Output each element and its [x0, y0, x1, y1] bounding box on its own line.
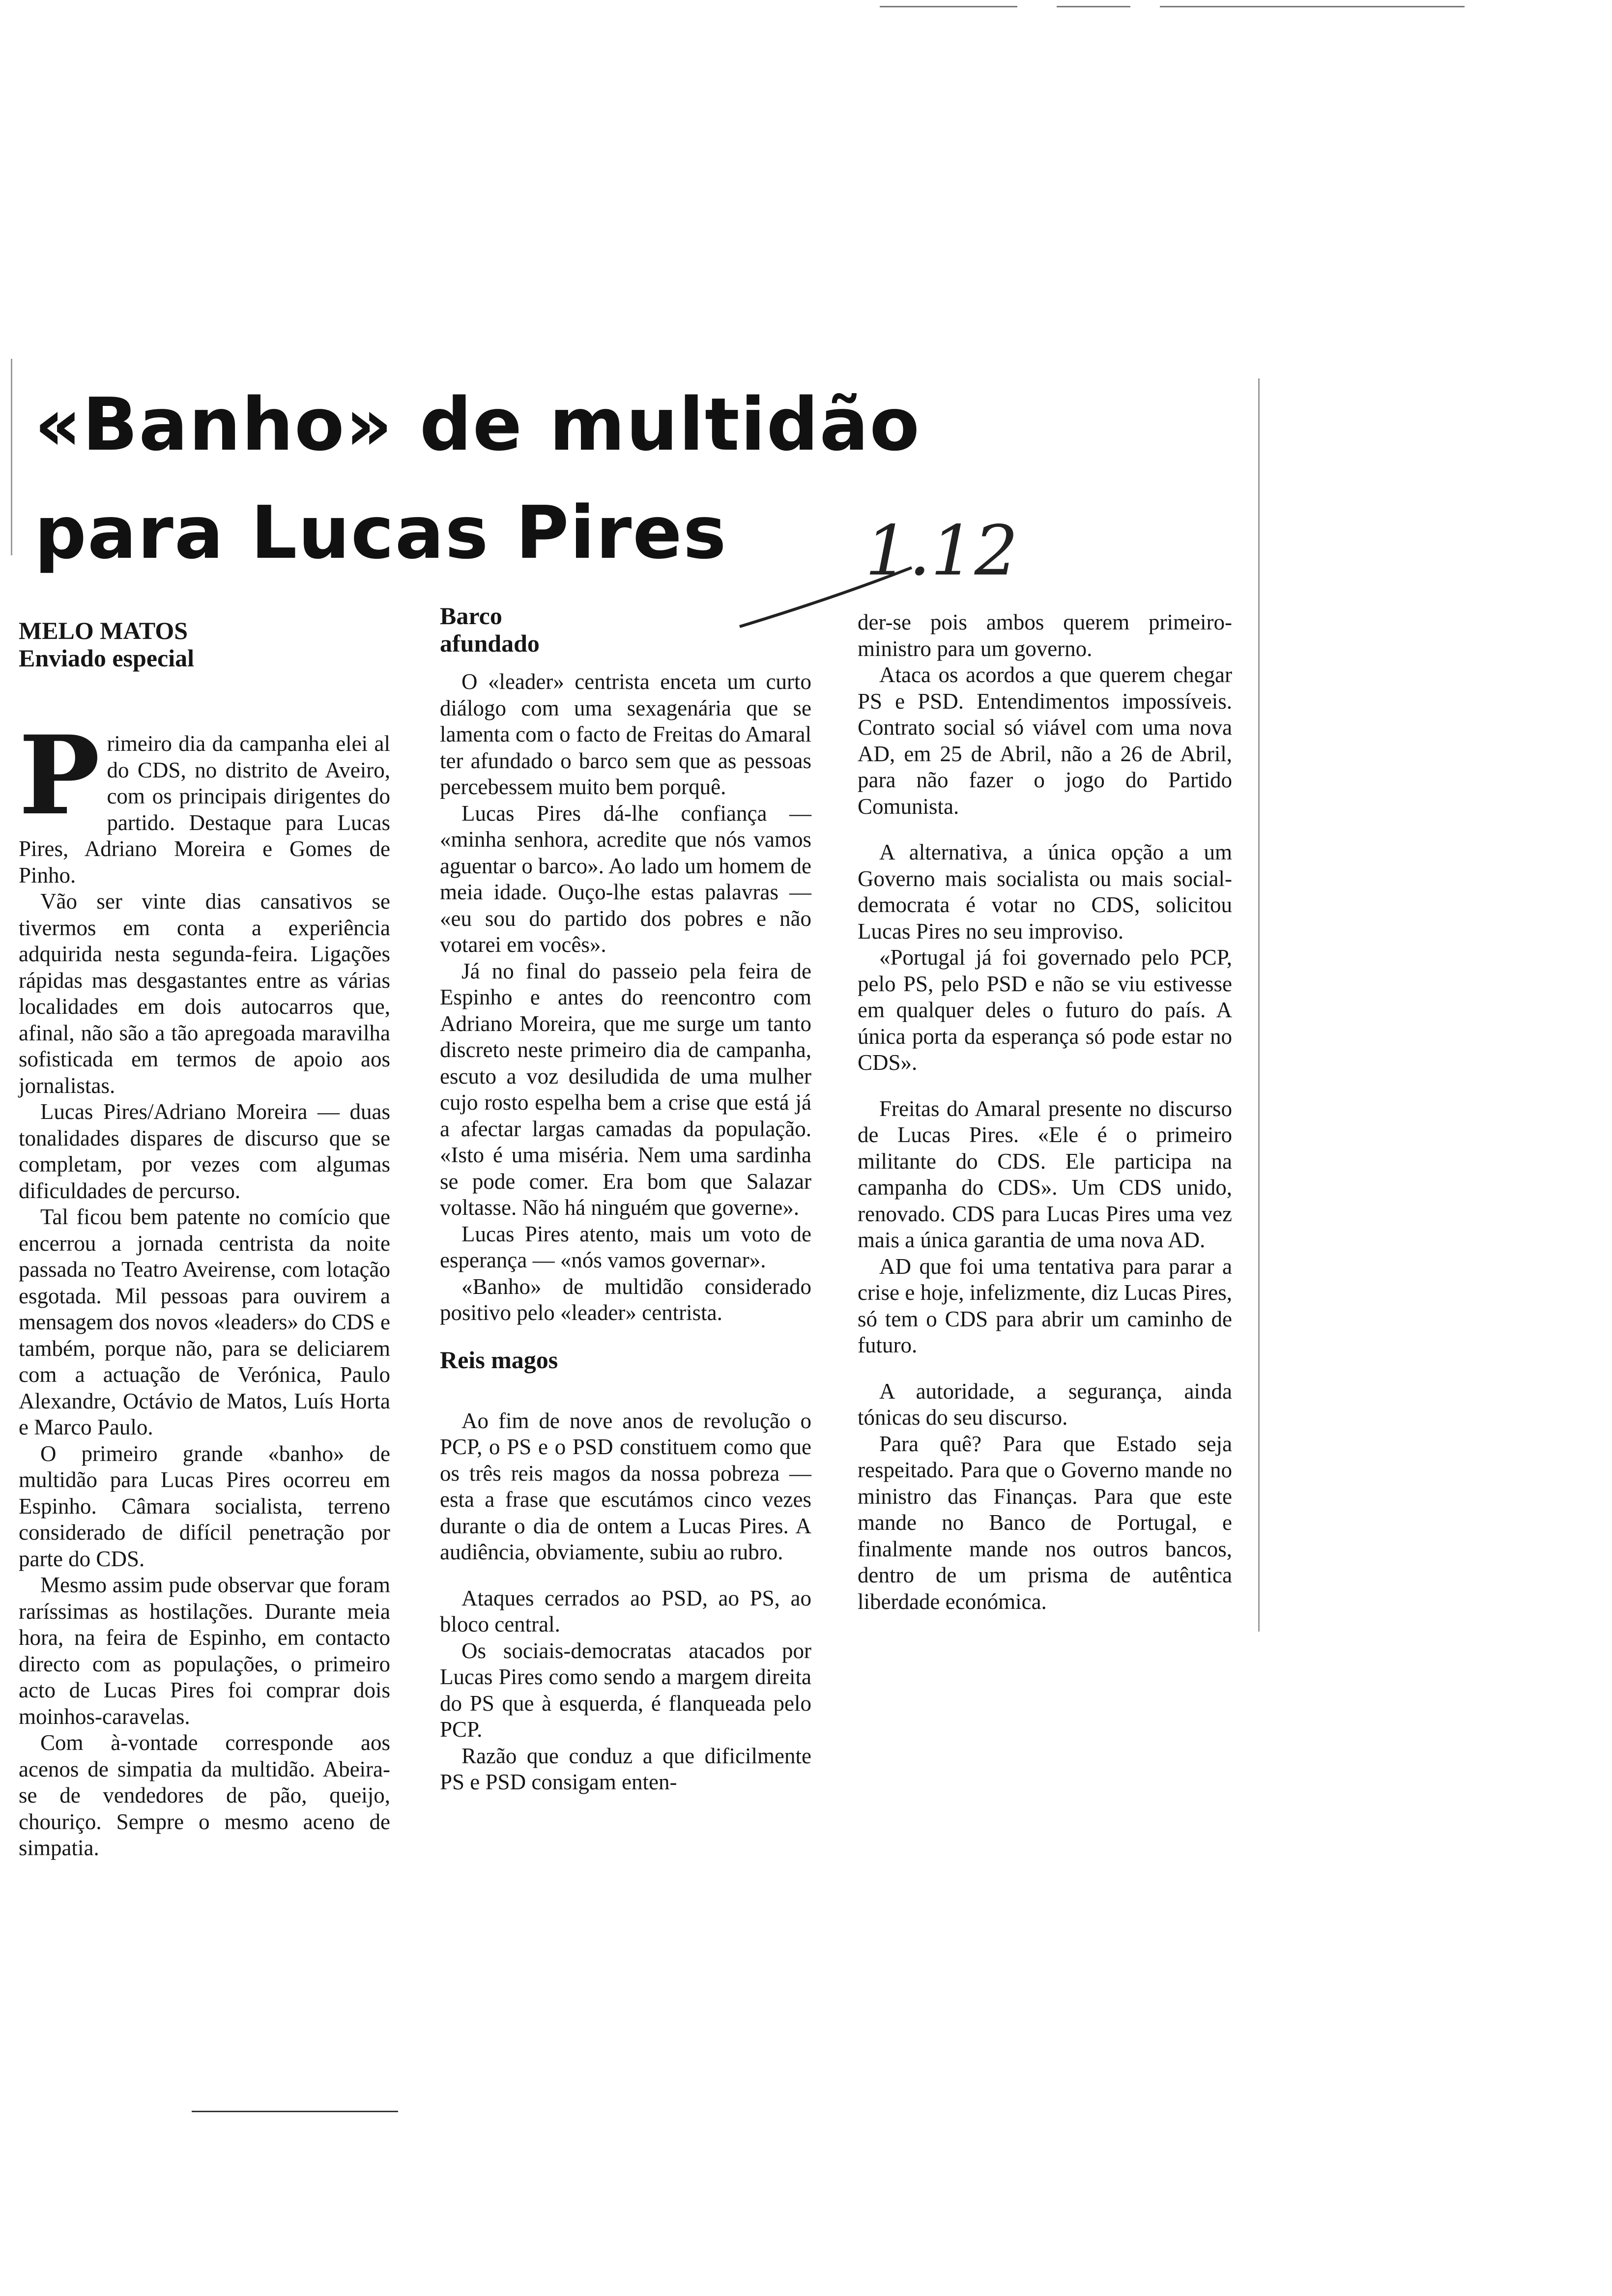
paragraph: rimeiro dia da campanha elei al do CDS, no distrito de Aveiro, com os principais dirigentes do partido. Destaque para Lucas Pires, Adriano Moreira e Gomes de Pinho. [19, 731, 390, 888]
paragraph: Lucas Pires atento, mais um voto de esperança — «nós vamos governar». [440, 1221, 811, 1272]
left-edge-mark [11, 359, 12, 555]
column-end-rule [192, 2111, 398, 2112]
byline-role: Enviado especial [19, 644, 194, 672]
paragraph: Ataca os acordos a que querem chegar PS e PSD. Entendimentos impossíveis. Contrato social só viável com uma nova AD, em 25 de Abril, não a 26 de Abril, para não fazer o jogo do Partido Comunista. [858, 662, 1232, 819]
handwritten-date: 1.12 [865, 511, 1018, 591]
headline-line-2: para Lucas Pires [34, 490, 727, 575]
paragraph: «Banho» de multidão considerado positivo pelo «leader» centrista. [440, 1274, 811, 1325]
paragraph: Mesmo assim pude observar que foram raríssimas as hostilações. Durante meia hora, na feira de Espinho, em contacto directo com as populações, o primeiro acto de Lucas Pires foi comprar dois moinhos-caravelas. [19, 1573, 390, 1729]
subheading-reis-magos: Reis magos [440, 1346, 558, 1374]
byline-author: MELO MATOS [19, 617, 188, 644]
paragraph: «Portugal já foi governado pelo PCP, pelo PS, pelo PSD e não se viu estivesse em qualquer deles o futuro do país. A única porta da esperança só pode estar no CDS». [858, 945, 1232, 1075]
top-edge-mark [880, 6, 1017, 7]
subheading-barco-afundado: Barco afundado [440, 602, 540, 657]
drop-cap: P [19, 712, 100, 839]
paragraph: Os sociais-democratas atacados por Lucas Pires como sendo a margem direita do PS que à esquerda, é flanqueada pelo PCP. [440, 1638, 811, 1742]
paragraph: Tal ficou bem patente no comício que encerrou a jornada centrista da noite passada no Teatro Aveirense, com lotação esgotada. Mil pessoas para ouvirem a mensagem dos novos «leaders» do CDS e também, porque não, para se deliciarem com a actuação de Verónica, Paulo Alexandre, Octávio de Matos, Luís Horta e Marco Paulo. [19, 1205, 390, 1439]
right-edge-mark [1258, 378, 1260, 1632]
paragraph: O primeiro grande «banho» de multidão para Lucas Pires ocorreu em Espinho. Câmara socialista, terreno considerado de difícil penetração por parte do CDS. [19, 1441, 390, 1571]
paragraph: der-se pois ambos querem primeiro-ministro para um governo. [858, 610, 1232, 661]
headline-line-1: «Banho» de multidão [34, 382, 921, 467]
column-1 [19, 617, 390, 1862]
paragraph: Para quê? Para que Estado seja respeitado. Para que o Governo mande no ministro das Finanças. Para que este mande no Banco de Portugal, e finalmente mande nos outros bancos, dentro de um prisma de autêntica liberdade económica. [858, 1431, 1232, 1614]
paragraph: Com à-vontade corresponde aos acenos de simpatia da multidão. Abeira-se de vendedores de pão, queijo, chouriço. Sempre o mesmo aceno de simpatia. [19, 1730, 390, 1860]
paragraph: Razão que conduz a que dificilmente PS e PSD consigam enten- [440, 1743, 811, 1794]
paragraph: AD que foi uma tentativa para parar a crise e hoje, infelizmente, diz Lucas Pires, só tem o CDS para abrir um caminho de futuro. [858, 1254, 1232, 1357]
column-2 [440, 602, 811, 1796]
paragraph: Ao fim de nove anos de revolução o PCP, o PS e o PSD constituem como que os três reis magos da nossa pobreza — esta a frase que escutámos cinco vezes durante o dia de ontem a Lucas Pires. A audiência, obviamente, subiu ao rubro. [440, 1408, 811, 1564]
top-edge-mark [1160, 6, 1465, 7]
paragraph: Ataques cerrados ao PSD, ao PS, ao bloco central. [440, 1585, 811, 1636]
top-edge-mark [1057, 6, 1130, 7]
paragraph: O «leader» centrista enceta um curto diálogo com uma sexagenária que se lamenta com o facto de Freitas do Amaral ter afundado o barco sem que as pessoas percebessem muito bem porquê. [440, 669, 811, 799]
paragraph: Lucas Pires/Adriano Moreira — duas tonalidades dispares de discurso que se completam, por vezes com algumas dificuldades de percurso. [19, 1099, 390, 1203]
column-3 [858, 609, 1232, 1615]
paragraph: Freitas do Amaral presente no discurso de Lucas Pires. «Ele é o primeiro militante do CDS. Ele participa na campanha do CDS». Um CDS unido, renovado. CDS para Lucas Pires uma vez mais a única garantia de uma nova AD. [858, 1096, 1232, 1252]
paragraph: A alternativa, a única opção a um Governo mais socialista ou mais social-democrata é votar no CDS, solicitou Lucas Pires no seu improviso. [858, 840, 1232, 944]
paragraph: Vão ser vinte dias cansativos se tivermos em conta a experiência adquirida nesta segunda-feira. Ligações rápidas mas desgastantes entre as várias localidades em dois autocarros que, afinal, não são a tão apregoada maravilha sofisticada em termos de apoio aos jornalistas. [19, 889, 390, 1098]
paragraph: A autoridade, a segurança, ainda tónicas do seu discurso. [858, 1378, 1232, 1430]
paragraph: Lucas Pires dá-lhe confiança — «minha senhora, acredite que nós vamos aguentar o barco». Ao lado um homem de meia idade. Ouço-lhe estas palavras — «eu sou do partido dos pobres e não votarei em vocês». [440, 801, 811, 957]
paragraph: Já no final do passeio pela feira de Espinho e antes do reencontro com Adriano Moreira, que me surge um tanto discreto neste primeiro dia de campanha, escuto a voz desiludida de uma mulher cujo rosto espelha bem a crise que está já a afectar largas camadas da população. «Isto é uma miséria. Nem uma sardinha se pode comer. Era bom que Salazar voltasse. Não há ninguém que governe». [440, 958, 811, 1220]
